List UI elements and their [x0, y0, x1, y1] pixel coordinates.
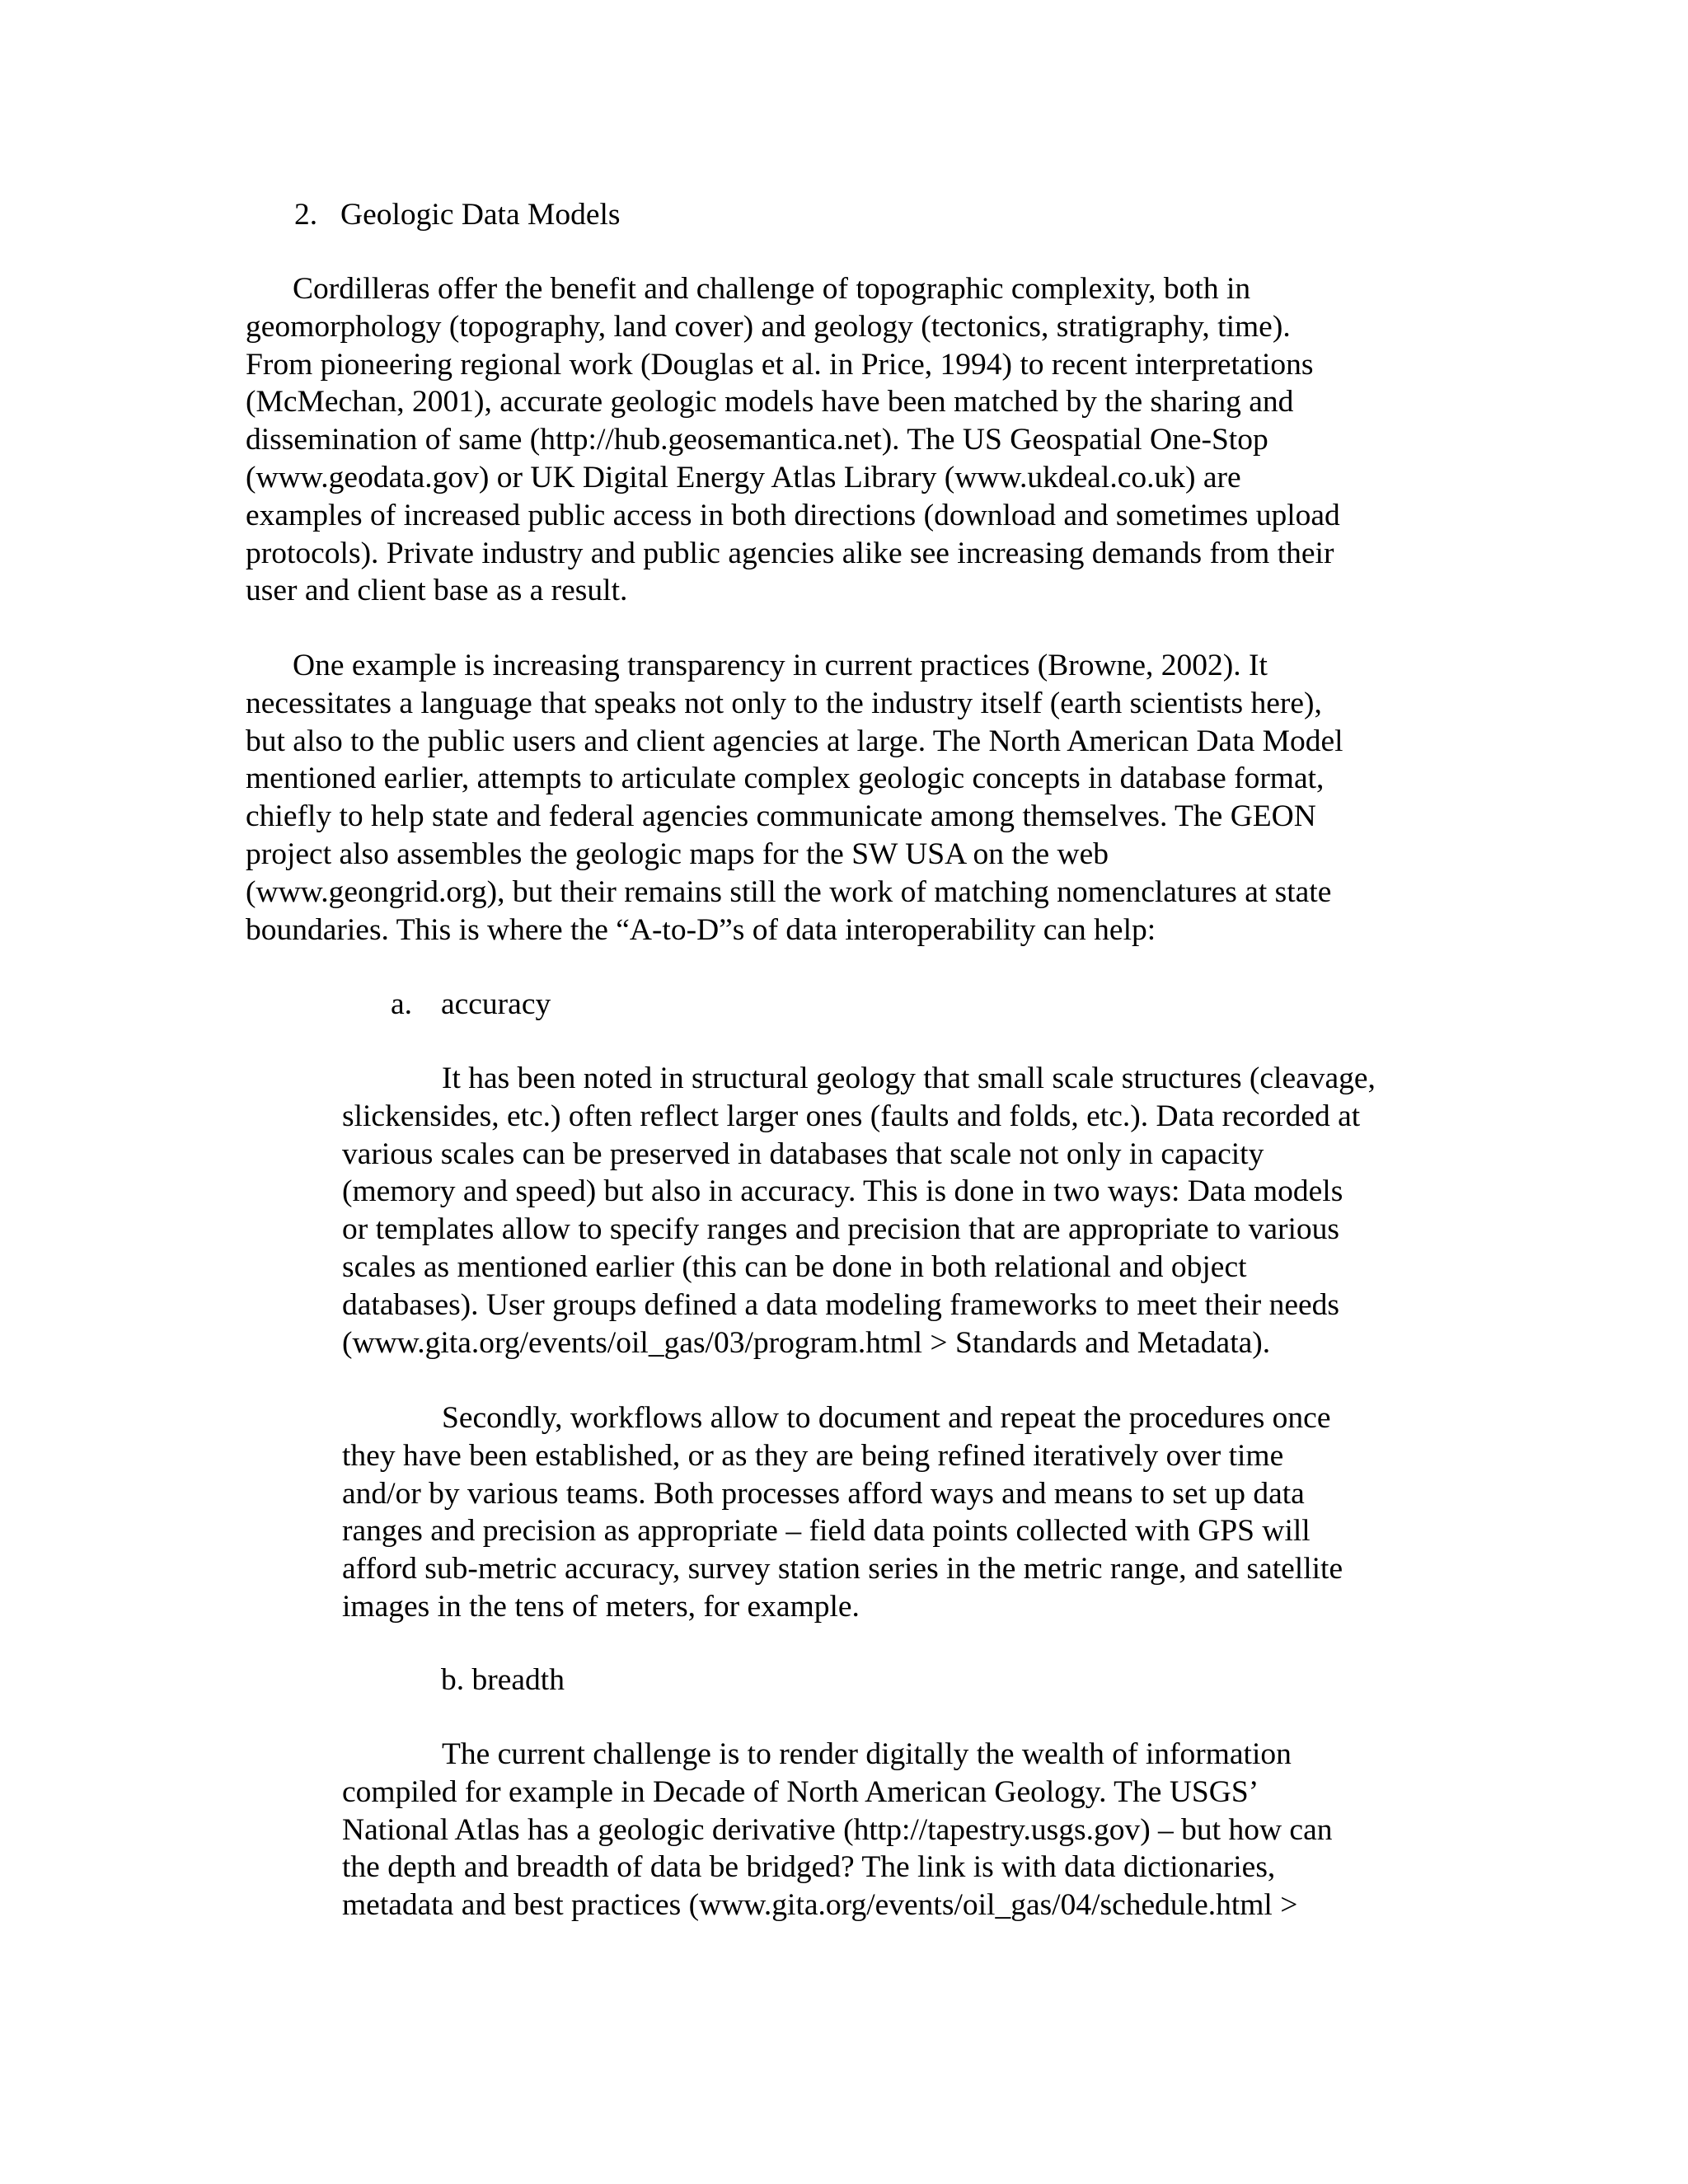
paragraph-line: mentioned earlier, attempts to articulate complex geologic concepts in database format, [246, 762, 1325, 796]
paragraph-line: databases). User groups defined a data modeling frameworks to meet their needs [342, 1287, 1339, 1322]
paragraph-line: From pioneering regional work (Douglas et al. in Price, 1994) to recent interpretations [246, 347, 1314, 382]
paragraph-line: Cordilleras offer the benefit and challenge of topographic complexity, both in [293, 272, 1251, 306]
paragraph-line: The current challenge is to render digitally the wealth of information [442, 1737, 1292, 1771]
paragraph-line: ranges and precision as appropriate – field data points collected with GPS will [342, 1514, 1311, 1549]
paragraph-line: (McMechan, 2001), accurate geologic models have been matched by the sharing and [246, 385, 1294, 419]
section-title: Geologic Data Models [340, 198, 621, 232]
paragraph-workflows [342, 1399, 1343, 1626]
paragraph-breadth [342, 1736, 1332, 1924]
paragraph-line: project also assembles the geologic maps for the SW USA on the web [246, 837, 1109, 871]
paragraph-line: geomorphology (topography, land cover) and geology (tectonics, stratigraphy, time). [246, 309, 1291, 344]
paragraph-line: It has been noted in structural geology that small scale structures (cleavage, [442, 1062, 1376, 1095]
paragraph-line: (www.geodata.gov) or UK Digital Energy Atlas Library (www.ukdeal.co.uk) are [246, 460, 1241, 494]
paragraph-line: boundaries. This is where the “A-to-D”s of data interoperability can help: [246, 912, 1156, 947]
paragraph-line: (memory and speed) but also in accuracy. This is done in two ways: Data models [342, 1174, 1343, 1209]
subsection-marker: a. [391, 987, 413, 1021]
paragraph-line: National Atlas has a geologic derivative (http://tapestry.usgs.gov) – but how can [342, 1812, 1333, 1847]
paragraph-line: images in the tens of meters, for example. [342, 1589, 860, 1624]
paragraph-accuracy-scales [342, 1060, 1376, 1361]
paragraph-line: scales as mentioned earlier (this can be done in both relational and object [342, 1249, 1247, 1284]
paragraph-line: Secondly, workflows allow to document and repeat the procedures once [442, 1401, 1331, 1435]
paragraph-transparency [246, 647, 1343, 949]
paragraph-line: the depth and breadth of data be bridged? The link is with data dictionaries, [342, 1850, 1276, 1885]
paragraph-line: (www.geongrid.org), but their remains still the work of matching nomenclatures at state [246, 874, 1332, 909]
subsection-title: accuracy [441, 987, 551, 1021]
paragraph-line: (www.gita.org/events/oil_gas/03/program.html > Standards and Metadata). [342, 1325, 1271, 1360]
paragraph-line: but also to the public users and client agencies at large. The North American Data Model [246, 724, 1343, 758]
paragraph-line: slickensides, etc.) often reflect larger ones (faults and folds, etc.). Data recorded at [342, 1099, 1361, 1133]
paragraph-line: afford sub-metric accuracy, survey station series in the metric range, and satellite [342, 1552, 1343, 1586]
paragraph-line: metadata and best practices (www.gita.org/events/oil_gas/04/schedule.html > [342, 1888, 1298, 1923]
subsection-title: b. breadth [441, 1663, 565, 1697]
paragraph-line: necessitates a language that speaks not only to the industry itself (earth scientists here), [246, 686, 1322, 720]
paragraph-line: user and client base as a result. [246, 574, 628, 608]
paragraph-line: One example is increasing transparency in current practices (Browne, 2002). It [293, 649, 1268, 682]
paragraph-line: compiled for example in Decade of North American Geology. The USGS’ [342, 1774, 1259, 1809]
paragraph-line: examples of increased public access in both directions (download and sometimes upload [246, 498, 1340, 532]
section-number: 2. [294, 198, 318, 232]
paragraph-line: various scales can be preserved in databases that scale not only in capacity [342, 1137, 1264, 1171]
paragraph-line: they have been established, or as they are being refined iteratively over time [342, 1438, 1284, 1473]
paragraph-line: protocols). Private industry and public agencies alike see increasing demands from their [246, 536, 1334, 570]
paragraph-line: or templates allow to specify ranges and precision that are appropriate to various [342, 1212, 1339, 1247]
paragraph-line: dissemination of same (http://hub.geosemantica.net). The US Geospatial One-Stop [246, 423, 1268, 457]
paragraph-cordilleras [246, 270, 1340, 610]
subsection-heading-breadth [441, 1665, 565, 1696]
paragraph-line: chiefly to help state and federal agencies communicate among themselves. The GEON [246, 799, 1316, 834]
paragraph-line: and/or by various teams. Both processes afford ways and means to set up data [342, 1476, 1305, 1511]
